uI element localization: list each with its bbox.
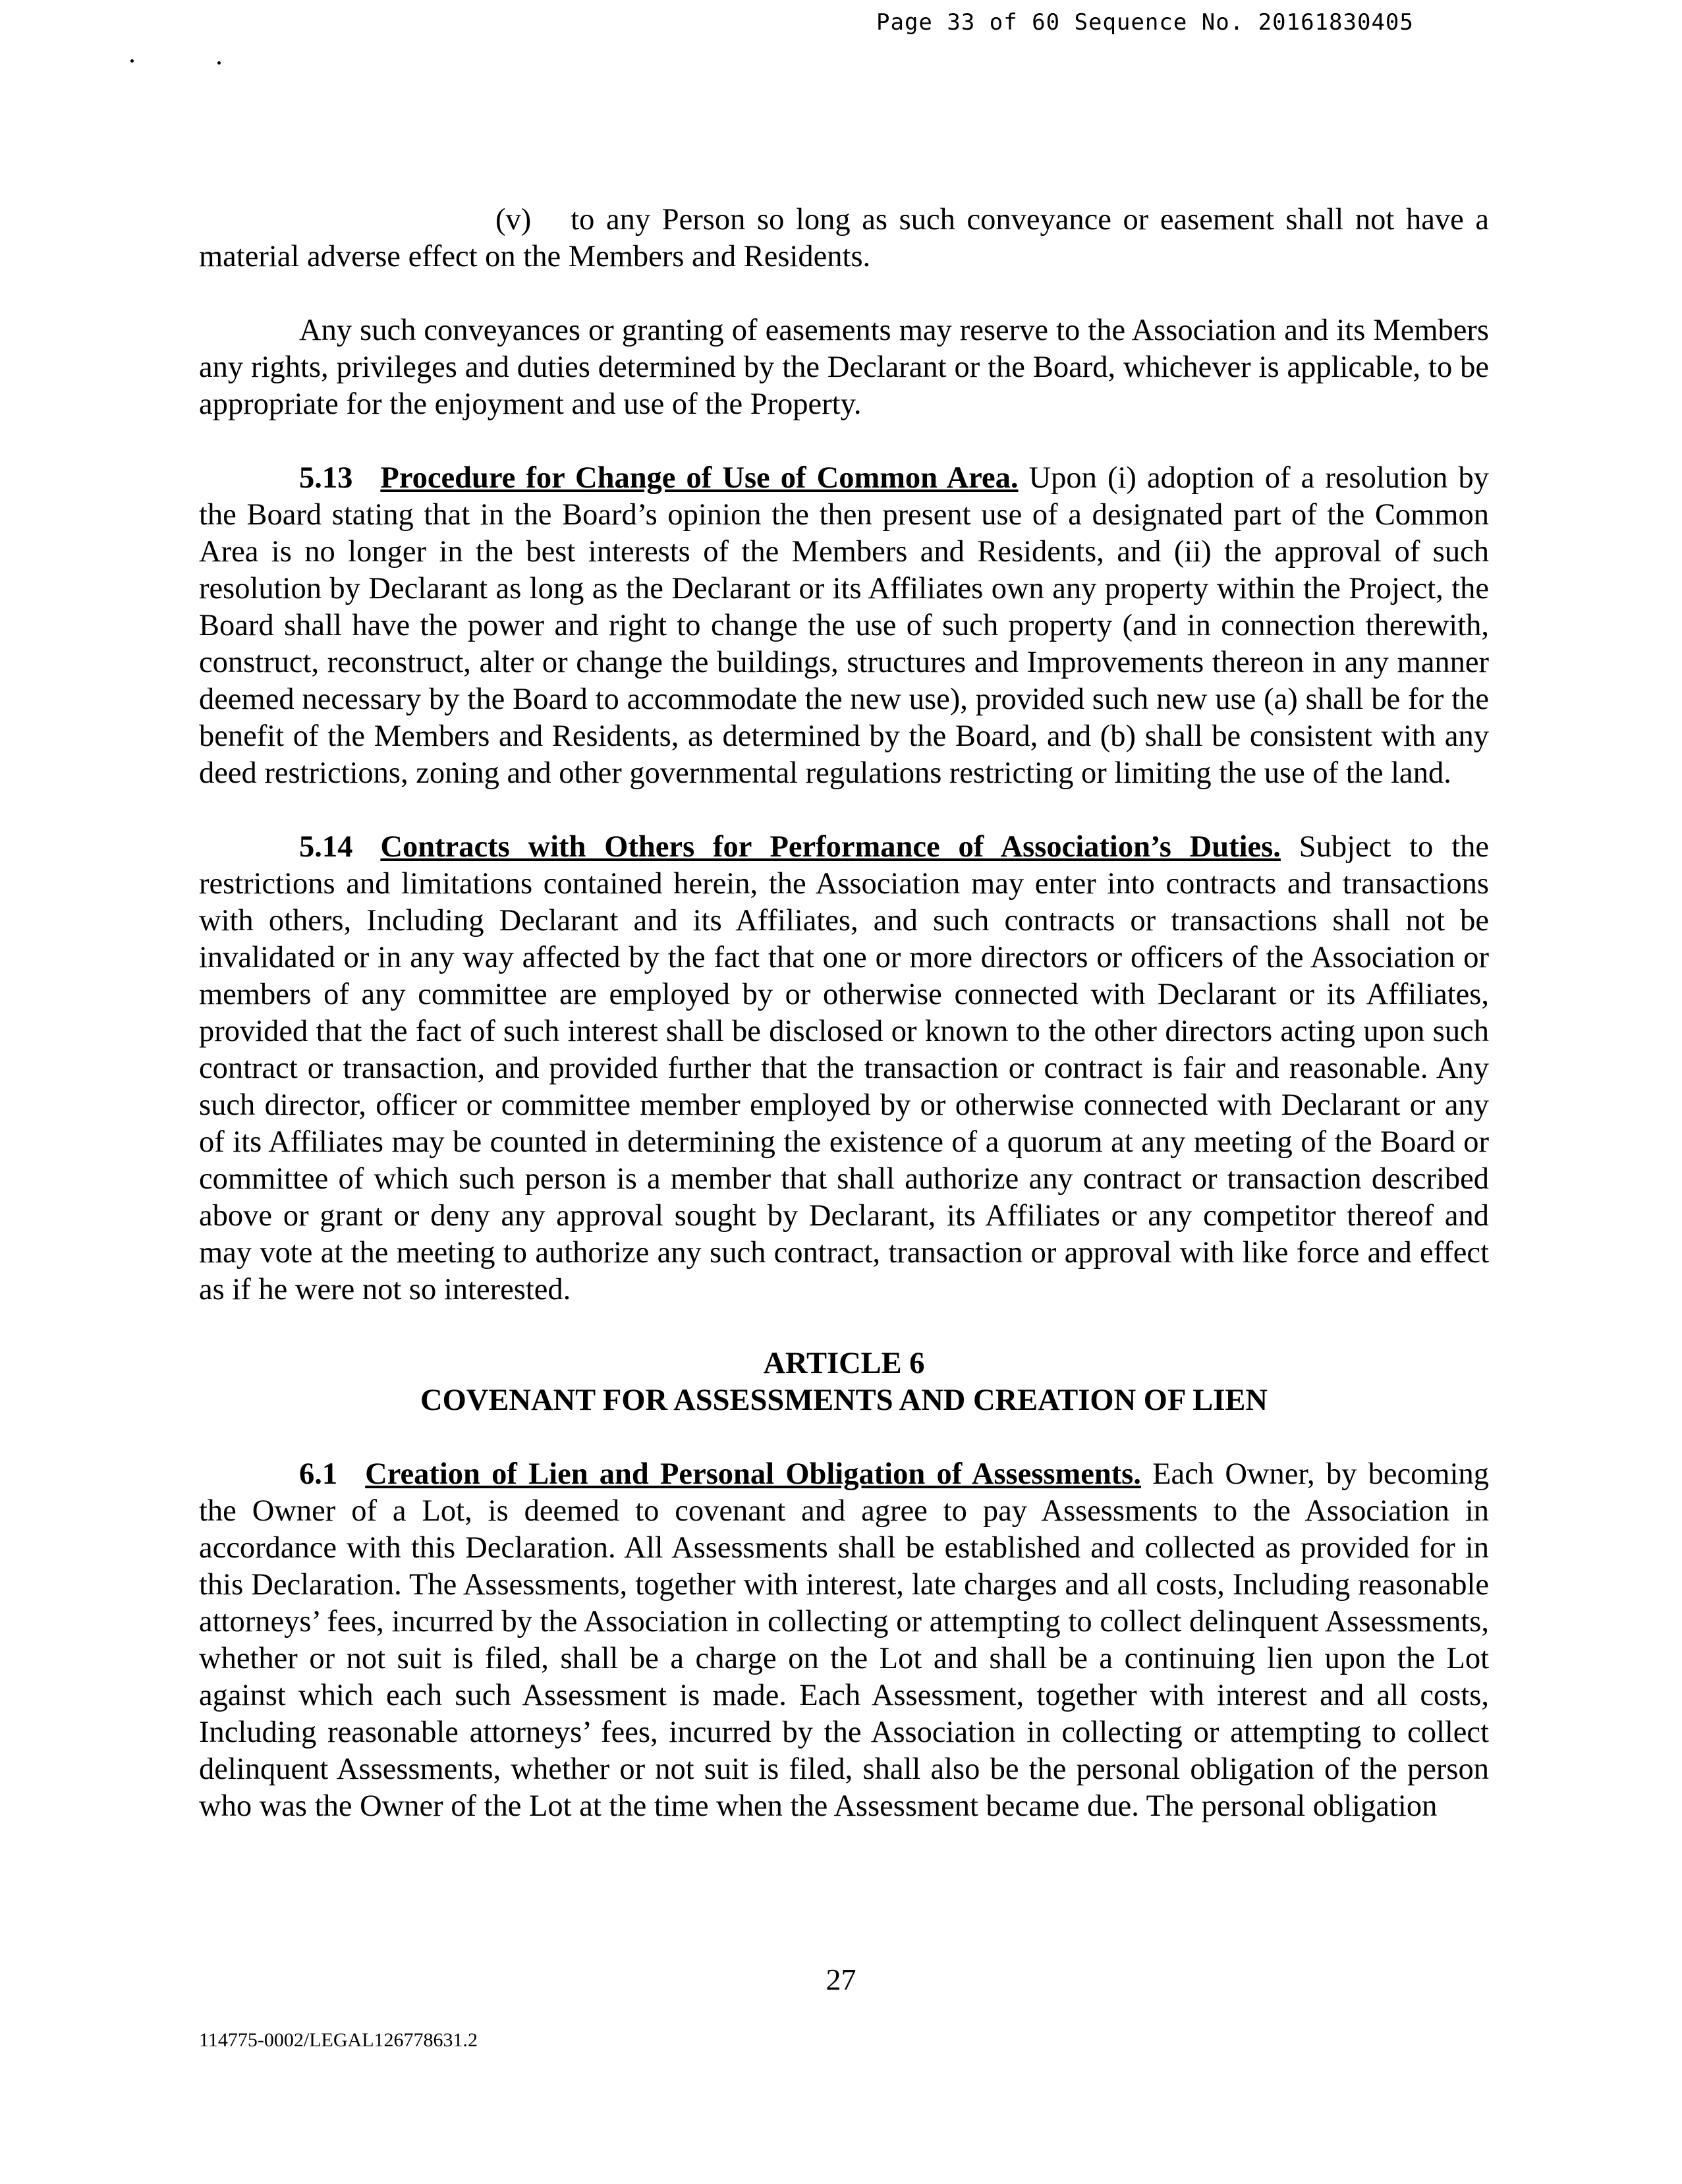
section-number: 5.14	[299, 830, 353, 864]
section-text: Each Owner, by becoming the Owner of a Lot, is deemed to covenant and agree to pay Assessments to the Association in accordance with this Declaration. All Assessments shall be established and collected as provided for in this Declaration. The Assessments, together with interest, late charges and all costs, Including reasonable attorneys’ fees, incurred by the Association in collecting or attempting to collect delinquent Assessments, whether or not suit is filed, shall be a charge on the Lot and shall be a continuing lien upon the Lot against which each such Assessment is made. Each Assessment, together with interest and all costs, Including reasonable attorneys’ fees, incurred by the Association in collecting or attempting to collect delinquent Assessments, whether or not suit is filed, shall also be the personal obligation of the person who was the Owner of the Lot at the time when the Assessment became due. The personal obligation	[199, 1457, 1489, 1823]
article-title: COVENANT FOR ASSESSMENTS AND CREATION OF LIEN	[420, 1384, 1268, 1417]
section-5-14	[199, 829, 1489, 1308]
scan-speck	[217, 61, 221, 65]
section-title: Contracts with Others for Performance of Association’s Duties.	[380, 830, 1281, 864]
section-6-1	[199, 1456, 1489, 1825]
paragraph-easements: Any such conveyances or granting of easements may reserve to the Association and its Members any rights, privileges and duties determined by the Declarant or the Board, whichever is applicable, to be appropriate for the enjoyment and use of the Property.	[199, 314, 1489, 421]
section-title: Creation of Lien and Personal Obligation of Assessments.	[365, 1457, 1141, 1491]
article-heading: ARTICLE 6	[763, 1347, 925, 1380]
page-header: Page 33 of 60 Sequence No. 20161830405	[876, 9, 1414, 36]
document-id: 114775-0002/LEGAL126778631.2	[199, 2029, 478, 2051]
page-number: 27	[826, 1963, 856, 1996]
subitem-marker: (v)	[495, 203, 532, 237]
section-number: 6.1	[299, 1457, 338, 1491]
section-number: 5.13	[299, 461, 353, 495]
document-body	[199, 202, 1489, 1862]
section-title: Procedure for Change of Use of Common Area.	[380, 461, 1019, 495]
section-5-13	[199, 460, 1489, 792]
subitem-text: to any Person so long as such conveyance or easement shall not have a material adverse effect on the Members and Residents.	[199, 203, 1489, 273]
subitem-v	[199, 202, 1489, 275]
section-text: Upon (i) adoption of a resolution by the Board stating that in the Board’s opinion the then present use of a designated part of the Common Area is no longer in the best interests of the Members and Residents, and (ii) the approval of such resolution by Declarant as long as the Declarant or its Affiliates own any property within the Project, the Board shall have the power and right to change the use of such property (and in connection therewith, construct, reconstruct, alter or change the buildings, structures and Improvements thereon in any manner deemed necessary by the Board to accommodate the new use), provided such new use (a) shall be for the benefit of the Members and Residents, as determined by the Board, and (b) shall be consistent with any deed restrictions, zoning and other governmental regulations restricting or limiting the use of the land.	[199, 461, 1489, 790]
section-text: Subject to the restrictions and limitations contained herein, the Association may enter into contracts and transactions with others, Including Declarant and its Affiliates, and such contracts or transactions shall not be invalidated or in any way affected by the fact that one or more directors or officers of the Association or members of any committee are employed by or otherwise connected with Declarant or its Affiliates, provided that the fact of such interest shall be disclosed or known to the other directors acting upon such contract or transaction, and provided further that the transaction or contract is fair and reasonable. Any such director, officer or committee member employed by or otherwise connected with Declarant or any of its Affiliates may be counted in determining the existence of a quorum at any meeting of the Board or committee of which such person is a member that shall authorize any contract or transaction described above or grant or deny any approval sought by Declarant, its Affiliates or any competitor thereof and may vote at the meeting to authorize any such contract, transaction or approval with like force and effect as if he were not so interested.	[199, 830, 1490, 1306]
article-heading-block	[199, 1345, 1489, 1419]
scan-speck	[130, 59, 134, 63]
